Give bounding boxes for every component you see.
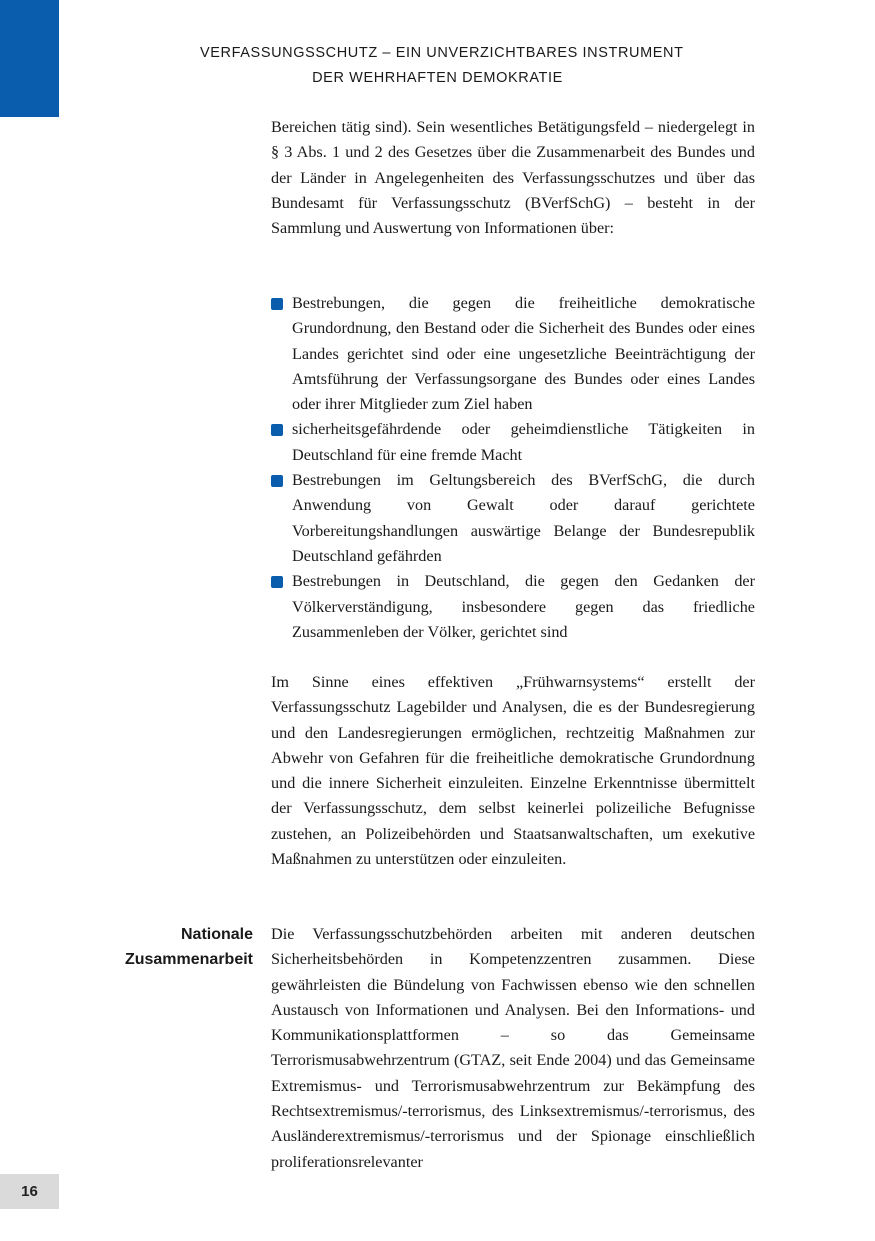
list-item: [271, 291, 755, 417]
list-item: [271, 468, 755, 569]
paragraph-text: Bereichen tätig sind). Sein wesentliches Betätigungsfeld – niedergelegt in § 3 Abs. 1 und 2 des Gesetzes über die Zusammenarbeit des Bundes und der Länder in Angelegenheiten des Verfassungsschutzes und über das Bundesamt für Verfassungsschutz (BVerfSchG) – besteht in der Sammlung und Auswertung von Informationen über:: [271, 118, 755, 238]
square-bullet-icon: [271, 424, 283, 436]
list-item-text: Bestrebungen, die gegen die freiheitliche demokratische Grundordnung, den Bestand oder die Sicherheit des Bundes oder eines Landes gerichtet sind oder eine ungesetzliche Beeinträchtigung der Amtsführung der Verfassungsorgane des Bundes oder eines Landes oder ihrer Mitglieder zum Ziel haben: [292, 294, 755, 414]
list-item-text: sicherheitsgefährdende oder geheimdienstliche Tätigkeiten in Deutschland für eine fremde Macht: [292, 420, 755, 464]
list-item-text: Bestrebungen im Geltungsbereich des BVerfSchG, die durch Anwendung von Gewalt oder darauf gerichtete Vorbereitungshandlungen auswärtige Belange der Bundesrepublik Deutschland gefährden: [292, 471, 755, 565]
list-item-text: Bestrebungen in Deutschland, die gegen den Gedanken der Völkerverständigung, insbesondere gegen das friedliche Zusammenleben der Völker, gerichtet sind: [292, 572, 755, 641]
margin-heading: [125, 922, 253, 973]
margin-heading-line-1: Nationale: [180, 926, 253, 943]
margin-heading-line-2: Zusammenarbeit: [124, 951, 253, 969]
body-paragraph-1: [271, 115, 755, 241]
list-item: [271, 417, 755, 468]
chapter-color-tab: [0, 0, 59, 117]
square-bullet-icon: [271, 576, 283, 588]
page-number: 16: [0, 1174, 59, 1209]
square-bullet-icon: [271, 475, 283, 487]
paragraph-text: Im Sinne eines effektiven „Frühwarnsystems“ erstellt der Verfassungsschutz Lagebilder und Analysen, die es der Bundesregierung und den Landesregierungen ermöglichen, rechtzeitig Maßnahmen zur Abwehr von Gefahren für die freiheitliche demokratische Grundordnung und die innere Sicherheit einzuleiten. Einzelne Erkenntnisse übermittelt der Verfassungsschutz, dem selbst keinerlei polizeiliche Befugnisse zustehen, an Polizeibehörden und Staatsanwaltschaften, um exekutive Maßnahmen zu unterstützen oder einzuleiten.: [271, 673, 755, 869]
running-header: [200, 41, 684, 91]
list-item: [271, 569, 755, 645]
body-paragraph-2: [271, 670, 755, 872]
running-header-line-1: VERFASSUNGSSCHUTZ – EIN UNVERZICHTBARES INSTRUMENT: [200, 45, 684, 61]
running-header-line-2: DER WEHRHAFTEN DEMOKRATIE: [312, 70, 563, 86]
body-paragraph-3: [271, 922, 755, 1175]
paragraph-text: Die Verfassungsschutzbehörden arbeiten mit anderen deutschen Sicherheitsbehörden in Kompetenzzentren zusammen. Diese gewährleisten die Bündelung von Fachwissen ebenso wie den schnellen Austausch von Informationen und Analysen. Bei den Informations- und Kommunikationsplattformen – so das Gemeinsame Terrorismusabwehrzentrum (GTAZ, seit Ende 2004) und das Gemeinsame Extremismus- und Terrorismusabwehrzentrum zur Bekämpfung des Rechtsextremismus/-terrorismus, des Linksextremismus/-terrorismus, des Ausländerextremismus/-terrorismus und der Spionage einschließlich proliferationsrelevanter: [271, 925, 755, 1171]
square-bullet-icon: [271, 298, 283, 310]
bullet-list: [271, 291, 755, 645]
